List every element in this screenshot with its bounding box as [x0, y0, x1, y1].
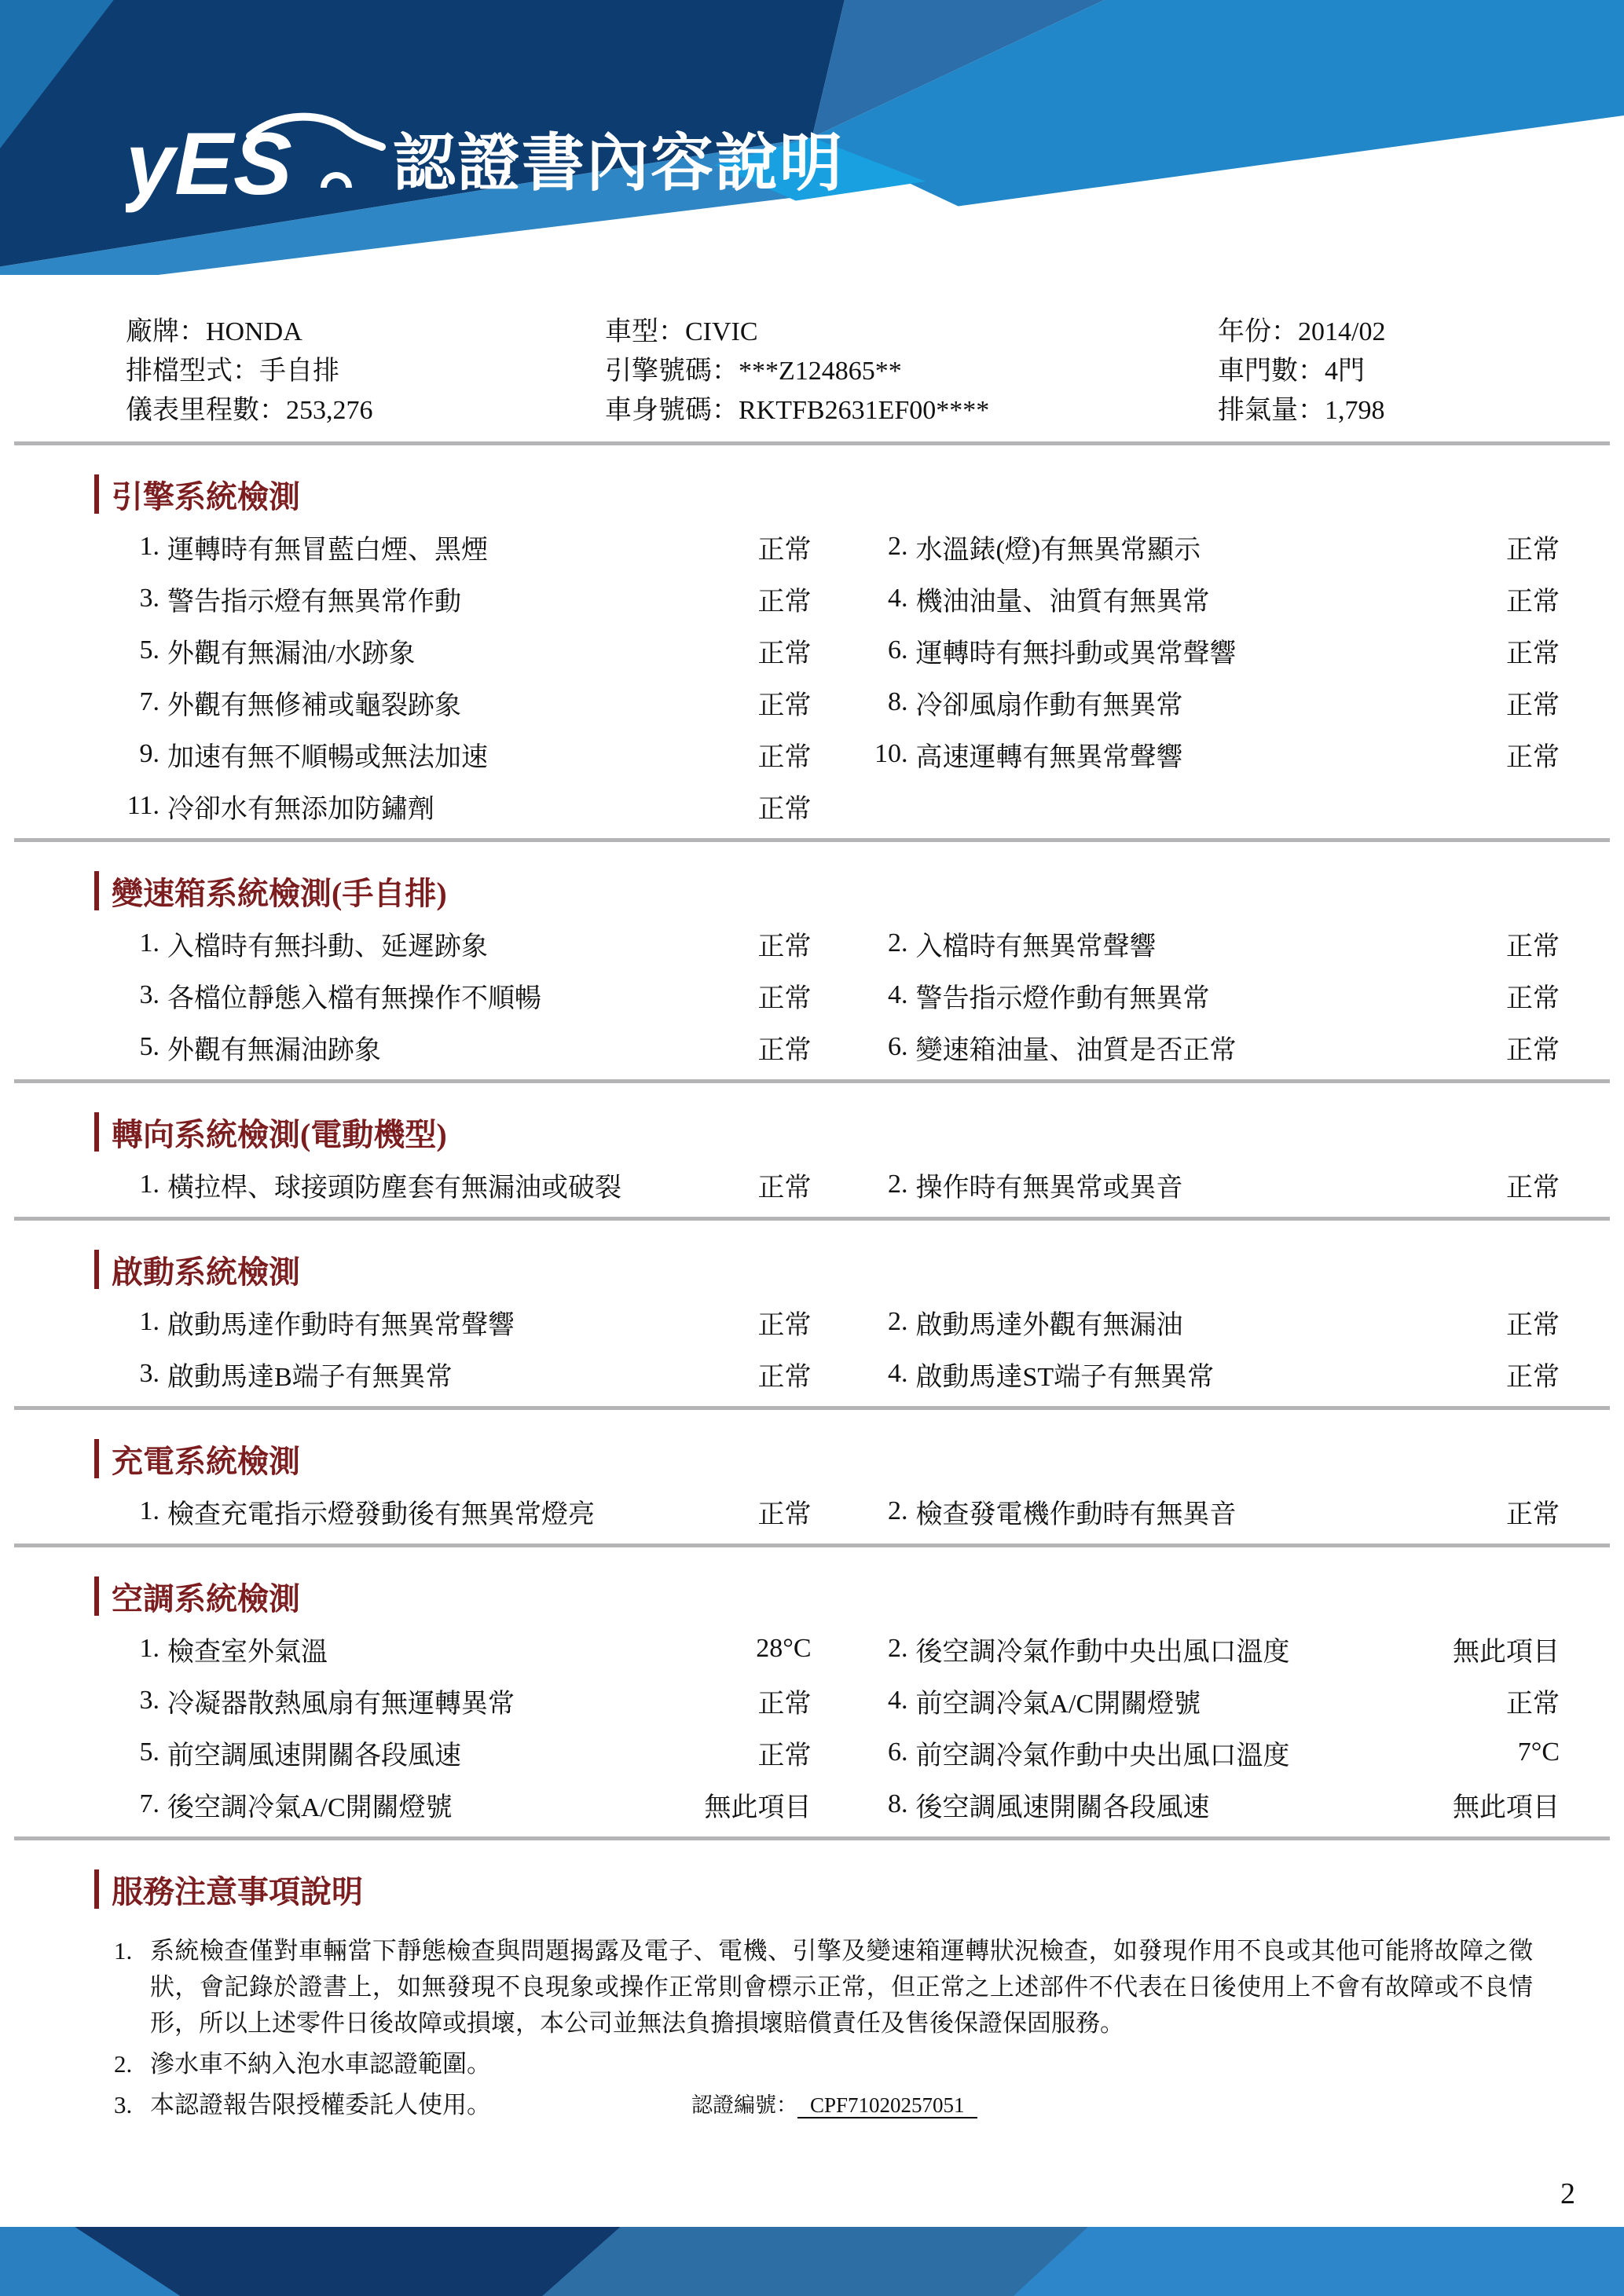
inspection-item	[863, 521, 1560, 573]
item-label: 操作時有無異常或異音	[915, 1173, 1183, 1203]
item-value: 正常	[757, 1689, 812, 1719]
item-number: 4.	[888, 584, 908, 613]
inspection-item	[863, 1159, 1560, 1210]
inspection-item	[863, 1727, 1560, 1778]
item-number: 5.	[139, 1738, 159, 1767]
section-title-bar	[94, 474, 99, 514]
separator	[14, 1836, 1610, 1840]
item-value: 正常	[1506, 1500, 1560, 1529]
item-number: 6.	[888, 1032, 908, 1061]
section-items	[114, 917, 1560, 1073]
item-number: 7.	[139, 1789, 159, 1818]
certification-number-value: CPF71020257051	[797, 2093, 977, 2118]
vehicle-info	[0, 275, 1624, 435]
item-value: 正常	[757, 587, 812, 617]
certification-number	[691, 2087, 977, 2123]
item-label: 變速箱油量、油質是否正常	[915, 1035, 1237, 1065]
inspection-item	[114, 780, 812, 832]
item-number: 9.	[139, 739, 159, 768]
item-value: 正常	[1506, 690, 1560, 720]
item-number: 11.	[126, 791, 159, 820]
item-number: 6.	[888, 1738, 908, 1767]
inspection-item	[114, 1021, 812, 1073]
item-value: 無此項目	[704, 1792, 812, 1822]
service-note	[114, 2046, 1560, 2082]
item-label: 運轉時有無抖動或異常聲響	[915, 639, 1237, 668]
item-value: 正常	[757, 535, 812, 565]
section-title-bar	[94, 871, 99, 910]
item-value: 正常	[757, 639, 812, 668]
note-text: 系統檢查僅對車輛當下靜態檢查與問題揭露及電子、電機、引擎及變速箱運轉狀況檢查，如發現作用不良或其他可能將故障之徵狀，會記錄於證書上，如無發現不良現象或操作正常則會標示正常，但正常之上述部件不代表在日後使用上不會有故障或不良情形，所以上述零件日後故障或損壞，本公司並無法負擔損壞賠償責任及售後保證保固服務。	[150, 1937, 1533, 2037]
info-door-count: 車門數：4門	[1218, 357, 1365, 386]
inspection-item	[863, 676, 1560, 728]
section-title-row	[94, 1576, 1624, 1617]
item-label: 檢查充電指示燈發動後有無異常燈亮	[167, 1500, 595, 1529]
inspection-item	[863, 917, 1560, 969]
section-items	[114, 1485, 1560, 1537]
item-value: 正常	[1506, 1689, 1560, 1719]
separator	[14, 838, 1610, 842]
item-label: 警告指示燈有無異常作動	[167, 587, 461, 617]
certification-number-label: 認證編號：	[691, 2093, 797, 2117]
separator	[14, 1543, 1610, 1547]
info-odometer: 儀表里程數：253,276	[126, 396, 373, 425]
item-label: 水溫錶(燈)有無異常顯示	[915, 535, 1201, 565]
item-value: 正常	[757, 1173, 812, 1203]
item-label: 運轉時有無冒藍白煙、黑煙	[167, 535, 488, 565]
info-year: 年份：2014/02	[1218, 317, 1386, 346]
item-label: 後空調風速開關各段風速	[915, 1792, 1210, 1822]
item-number: 4.	[888, 980, 908, 1009]
section-aircon	[0, 1576, 1624, 1840]
inspection-item	[114, 1675, 812, 1727]
item-label: 啟動馬達B端子有無異常	[167, 1362, 453, 1392]
yes-logo	[126, 106, 377, 224]
section-steering	[0, 1111, 1624, 1221]
item-value: 正常	[757, 932, 812, 961]
item-label: 檢查發電機作動時有無異音	[915, 1500, 1237, 1529]
section-title: 引擎系統檢測	[112, 478, 300, 514]
item-value: 正常	[757, 1500, 812, 1529]
item-label: 啟動馬達ST端子有無異常	[915, 1362, 1215, 1392]
inspection-item	[114, 1296, 812, 1348]
inspection-item	[114, 1727, 812, 1778]
section-title: 變速箱系統檢測(手自排)	[112, 875, 447, 911]
separator	[14, 1406, 1610, 1410]
note-number: 2.	[114, 2050, 133, 2078]
section-title-row	[94, 1869, 1624, 1910]
item-label: 機油油量、油質有無異常	[915, 587, 1210, 617]
item-label: 後空調冷氣A/C開關燈號	[167, 1792, 453, 1822]
yes-car-logo-icon	[126, 106, 393, 224]
separator	[14, 1079, 1610, 1083]
item-label: 外觀有無修補或龜裂跡象	[167, 690, 461, 720]
note-text: 本認證報告限授權委託人使用。	[150, 2091, 491, 2118]
item-value: 正常	[1506, 1362, 1560, 1392]
item-number: 4.	[888, 1686, 908, 1715]
info-brand: 廠牌：HONDA	[126, 317, 302, 346]
item-number: 2.	[888, 928, 908, 958]
item-number: 3.	[139, 980, 159, 1009]
service-note	[114, 2087, 1560, 2123]
section-service-notes	[0, 1869, 1624, 2123]
section-title-row	[94, 870, 1624, 911]
item-value: 正常	[757, 983, 812, 1013]
item-number: 2.	[888, 1634, 908, 1663]
item-label: 加速有無不順暢或無法加速	[167, 742, 488, 772]
section-starting	[0, 1249, 1624, 1410]
item-label: 前空調冷氣A/C開關燈號	[915, 1689, 1201, 1719]
info-engine-number: 引擎號碼：***Z124865**	[605, 357, 902, 386]
inspection-item	[863, 1485, 1560, 1537]
item-number: 1.	[139, 1170, 159, 1199]
item-value: 正常	[1506, 1173, 1560, 1203]
item-number: 2.	[888, 1307, 908, 1336]
item-number: 8.	[888, 687, 908, 716]
inspection-item	[114, 676, 812, 728]
info-displacement: 排氣量：1,798	[1218, 396, 1385, 425]
item-value: 正常	[757, 1741, 812, 1771]
note-number: 3.	[114, 2091, 133, 2118]
section-title: 空調系統檢測	[112, 1580, 300, 1617]
item-label: 入檔時有無抖動、延遲跡象	[167, 932, 488, 961]
inspection-item	[863, 1296, 1560, 1348]
section-title: 啟動系統檢測	[112, 1254, 300, 1290]
item-value: 正常	[1506, 535, 1560, 565]
item-value: 正常	[757, 742, 812, 772]
item-number: 6.	[888, 635, 908, 665]
inspection-item	[863, 1675, 1560, 1727]
note-text: 滲水車不納入泡水車認證範圍。	[150, 2050, 491, 2078]
item-number: 3.	[139, 584, 159, 613]
item-label: 外觀有無漏油跡象	[167, 1035, 381, 1065]
item-value: 7°C	[1517, 1738, 1560, 1767]
inspection-item	[863, 1348, 1560, 1400]
info-transmission-type: 排檔型式：手自排	[126, 357, 339, 386]
inspection-item	[863, 969, 1560, 1021]
info-vin: 車身號碼：RKTFB2631EF00****	[605, 396, 990, 425]
inspection-item	[114, 1159, 812, 1210]
section-title-bar	[94, 1439, 99, 1478]
item-number: 1.	[139, 1307, 159, 1336]
inspection-item	[863, 728, 1560, 780]
section-items	[114, 521, 1560, 832]
item-number: 2.	[888, 532, 908, 561]
item-value: 正常	[1506, 1310, 1560, 1340]
section-title: 服務注意事項說明	[112, 1873, 363, 1910]
inspection-item	[114, 521, 812, 573]
section-items	[114, 1159, 1560, 1210]
item-number: 2.	[888, 1170, 908, 1199]
item-label: 橫拉桿、球接頭防塵套有無漏油或破裂	[167, 1173, 621, 1203]
inspection-item	[114, 573, 812, 624]
item-number: 1.	[139, 1634, 159, 1663]
inspection-item	[863, 573, 1560, 624]
separator	[14, 1217, 1610, 1221]
item-label: 啟動馬達外觀有無漏油	[915, 1310, 1183, 1340]
item-number: 4.	[888, 1359, 908, 1388]
item-label: 冷凝器散熱風扇有無運轉異常	[167, 1689, 515, 1719]
item-value: 正常	[1506, 742, 1560, 772]
item-number: 2.	[888, 1496, 908, 1525]
item-number: 1.	[139, 1496, 159, 1525]
section-items	[114, 1296, 1560, 1400]
inspection-item	[114, 624, 812, 676]
item-label: 各檔位靜態入檔有無操作不順暢	[167, 983, 541, 1013]
item-label: 冷卻風扇作動有無異常	[915, 690, 1183, 720]
item-value: 正常	[757, 1362, 812, 1392]
page-footer	[0, 2227, 1624, 2296]
section-items	[114, 1623, 1560, 1830]
item-number: 3.	[139, 1686, 159, 1715]
section-transmission	[0, 870, 1624, 1083]
item-label: 高速運轉有無異常聲響	[915, 742, 1183, 772]
item-number: 1.	[139, 532, 159, 561]
item-value: 正常	[1506, 983, 1560, 1013]
info-model: 車型：CIVIC	[605, 317, 758, 346]
item-label: 外觀有無漏油/水跡象	[167, 639, 416, 668]
inspection-item	[114, 1485, 812, 1537]
section-title-bar	[94, 1112, 99, 1152]
inspection-item	[114, 969, 812, 1021]
item-label: 前空調冷氣作動中央出風口溫度	[915, 1741, 1290, 1771]
item-label: 後空調冷氣作動中央出風口溫度	[915, 1637, 1290, 1667]
inspection-item	[863, 624, 1560, 676]
item-value: 正常	[1506, 932, 1560, 961]
item-value: 正常	[757, 1035, 812, 1065]
service-notes-list	[114, 1933, 1560, 2123]
inspection-item	[114, 728, 812, 780]
section-title: 充電系統檢測	[112, 1443, 300, 1479]
item-number: 3.	[139, 1359, 159, 1388]
page-title: 認證書內容說明	[393, 128, 844, 198]
item-value: 正常	[757, 794, 812, 824]
section-title-row	[94, 1111, 1624, 1152]
item-label: 前空調風速開關各段風速	[167, 1741, 461, 1771]
section-title-row	[94, 1438, 1624, 1479]
inspection-item	[114, 917, 812, 969]
inspection-item	[863, 1021, 1560, 1073]
section-engine	[0, 474, 1624, 842]
section-title-bar	[94, 1869, 99, 1909]
inspection-item	[114, 1348, 812, 1400]
item-value: 正常	[757, 1310, 812, 1340]
item-label: 入檔時有無異常聲響	[915, 932, 1157, 961]
inspection-item	[863, 1778, 1560, 1830]
note-number: 1.	[114, 1937, 133, 1965]
service-note	[114, 1933, 1560, 2041]
item-value: 無此項目	[1453, 1792, 1560, 1822]
section-title-row	[94, 1249, 1624, 1290]
section-title-bar	[94, 1576, 99, 1616]
item-label: 檢查室外氣溫	[167, 1637, 328, 1667]
item-number: 7.	[139, 687, 159, 716]
section-charging	[0, 1438, 1624, 1547]
item-value: 正常	[757, 690, 812, 720]
inspection-item	[114, 1778, 812, 1830]
page-number: 2	[1560, 2177, 1575, 2210]
inspection-item	[114, 1623, 812, 1675]
item-number: 10.	[874, 739, 908, 768]
item-value: 正常	[1506, 1035, 1560, 1065]
page-header	[0, 0, 1624, 275]
item-value: 正常	[1506, 639, 1560, 668]
item-number: 8.	[888, 1789, 908, 1818]
item-value: 28°C	[756, 1634, 812, 1663]
item-label: 冷卻水有無添加防鏽劑	[167, 794, 434, 824]
item-number: 1.	[139, 928, 159, 958]
svg-text:yES: yES	[126, 115, 292, 213]
inspection-item	[863, 1623, 1560, 1675]
separator	[14, 441, 1610, 445]
item-number: 5.	[139, 1032, 159, 1061]
section-title-row	[94, 474, 1624, 514]
item-value: 正常	[1506, 587, 1560, 617]
item-number: 5.	[139, 635, 159, 665]
item-label: 啟動馬達作動時有無異常聲響	[167, 1310, 515, 1340]
section-title-bar	[94, 1250, 99, 1289]
section-title: 轉向系統檢測(電動機型)	[112, 1116, 447, 1152]
item-label: 警告指示燈作動有無異常	[915, 983, 1210, 1013]
item-value: 無此項目	[1453, 1637, 1560, 1667]
